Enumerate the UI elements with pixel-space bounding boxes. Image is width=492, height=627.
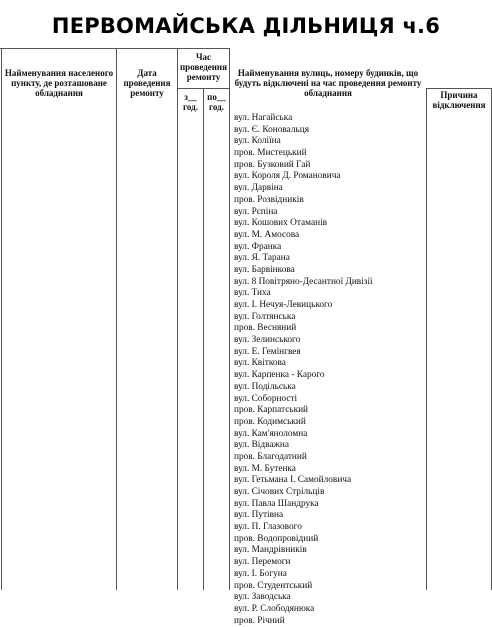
street-item: пров. Благодатний — [234, 451, 307, 462]
street-item: вул. Заводська — [234, 592, 291, 603]
street-item: вул. Барвінкова — [234, 264, 295, 275]
street-item: вул. Січових Стрільців — [234, 487, 325, 497]
street-item: пров. Карпатський — [234, 405, 309, 416]
street-item: вул. Е. Гемінгвея — [234, 346, 301, 357]
header-time-from: з__ год. — [183, 92, 198, 112]
street-item: вул. Павла Шандрука — [234, 498, 319, 509]
street-item: вул. Р. Слободянюка — [234, 603, 315, 614]
street-item: пров. Кодимський — [234, 416, 306, 427]
street-item: вул. Тиха — [234, 288, 271, 299]
header-settlement: Найменування населеного пункту, де розташоване обладнання — [4, 68, 114, 98]
street-item: пров. Весняний — [234, 323, 297, 334]
street-item: вул. Відважна — [234, 440, 290, 451]
street-item: вул. М. Бутенка — [234, 463, 296, 474]
street-item: вул. Я. Тарана — [234, 253, 290, 264]
street-item: вул. 8 Повітряно-Десантної Дивізії — [234, 276, 373, 287]
street-item: вул. Франка — [234, 241, 282, 252]
header-reason: Причина відключення — [432, 90, 486, 110]
street-item: вул. Голтянська — [234, 311, 296, 322]
street-item: вул. Кошових Отаманів — [234, 218, 328, 229]
street-item: вул. Карпенка - Карого — [234, 370, 325, 381]
header-time: Час проведення ремонту — [180, 52, 227, 82]
street-item: вул. І. Нечуя-Левицького — [234, 300, 333, 310]
street-list — [234, 113, 424, 627]
street-item: вул. Дарвіна — [234, 183, 283, 194]
street-item: вул. Кам'янoломна — [234, 428, 308, 439]
street-item: вул. Подільська — [234, 381, 296, 392]
street-item: вул. Зелинського — [234, 335, 301, 346]
street-item: вул. Перемоги — [234, 557, 291, 568]
street-item: вул. Нагайська — [234, 113, 293, 123]
header-date: Дата проведення ремонту — [123, 68, 171, 98]
street-item: пров. Студентський — [234, 580, 313, 591]
street-item: вул. Коліїна — [234, 136, 281, 147]
street-item: вул. Рєпіна — [234, 206, 278, 217]
street-item: пров. Водопровідний — [234, 533, 319, 544]
street-item: вул. Путівна — [234, 510, 284, 521]
street-item: вул. І. Богуна — [234, 568, 287, 579]
header-time-to: по__ год. — [207, 92, 226, 112]
street-item: пров. Бузковий Гай — [234, 159, 311, 170]
street-item: пров. Мистецький — [234, 148, 307, 159]
street-item: вул. Є. Коновальця — [234, 124, 310, 135]
street-item: вул. Короля Д. Романовича — [234, 171, 341, 182]
street-item: вул. М. Амосова — [234, 229, 300, 240]
street-item: пров. Розвідників — [234, 194, 304, 205]
street-item: вул. Гетьмана І. Самойловича — [234, 475, 352, 486]
header-streets: Найменування вулиць, номеру будинків, що будуть відключені на час проведення ремонту обладнання — [234, 68, 422, 98]
street-item: пров. Річний — [234, 615, 285, 626]
street-item: вул. Квіткова — [234, 358, 286, 369]
street-item: вул. П. Глазового — [234, 522, 302, 533]
page-title: ПЕРВОМАЙСЬКА ДІЛЬНИЦЯ ч.6 — [51, 14, 441, 38]
street-item: вул. Мандрівників — [234, 545, 307, 556]
street-item: вул. Соборності — [234, 393, 298, 404]
